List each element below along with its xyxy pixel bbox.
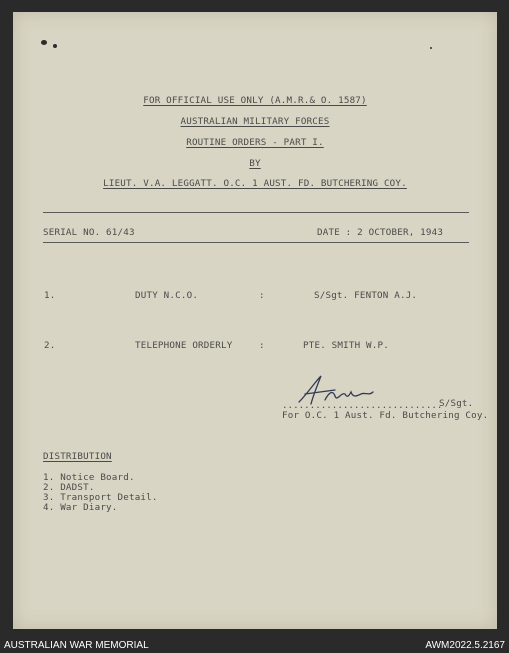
document-page bbox=[13, 12, 497, 629]
header-line-3: ROUTINE ORDERS - PART I. bbox=[186, 137, 324, 148]
item-number: 2. bbox=[44, 340, 56, 351]
list-item: 2. DADST. bbox=[43, 482, 95, 493]
footer-reference: AWM2022.5.2167 bbox=[425, 640, 505, 651]
list-item: 1. Notice Board. bbox=[43, 472, 135, 483]
item-number: 1. bbox=[44, 290, 56, 301]
divider-top bbox=[43, 212, 469, 213]
order-date: DATE : 2 OCTOBER, 1943 bbox=[317, 227, 444, 238]
header-line-2: AUSTRALIAN MILITARY FORCES bbox=[180, 116, 330, 127]
item-separator: : bbox=[259, 290, 265, 301]
punch-hole bbox=[41, 40, 47, 45]
serial-number: SERIAL NO. 61/43 bbox=[43, 227, 135, 238]
item-name: S/Sgt. FENTON A.J. bbox=[314, 290, 418, 301]
item-duty: TELEPHONE ORDERLY bbox=[135, 340, 233, 351]
footer-institution: AUSTRALIAN WAR MEMORIAL bbox=[4, 640, 149, 651]
punch-hole bbox=[430, 47, 432, 49]
divider-bottom bbox=[43, 242, 469, 243]
item-name: PTE. SMITH W.P. bbox=[303, 340, 389, 351]
distribution-title: DISTRIBUTION bbox=[43, 451, 112, 462]
list-item: 3. Transport Detail. bbox=[43, 492, 158, 503]
item-separator: : bbox=[259, 340, 265, 351]
header-line-4: BY bbox=[249, 158, 261, 169]
signature-rank: S/Sgt. bbox=[439, 398, 474, 409]
signature-dots: ............................. bbox=[282, 400, 443, 411]
header-line-5: LIEUT. V.A. LEGGATT. O.C. 1 AUST. FD. BUTCHERING COY. bbox=[103, 178, 407, 189]
signature-for-line: For O.C. 1 Aust. Fd. Butchering Coy. bbox=[282, 410, 489, 421]
item-duty: DUTY N.C.O. bbox=[135, 290, 199, 301]
header-line-1: FOR OFFICIAL USE ONLY (A.M.R.& O. 1587) bbox=[143, 95, 367, 106]
list-item: 4. War Diary. bbox=[43, 502, 118, 513]
punch-hole bbox=[53, 44, 57, 48]
